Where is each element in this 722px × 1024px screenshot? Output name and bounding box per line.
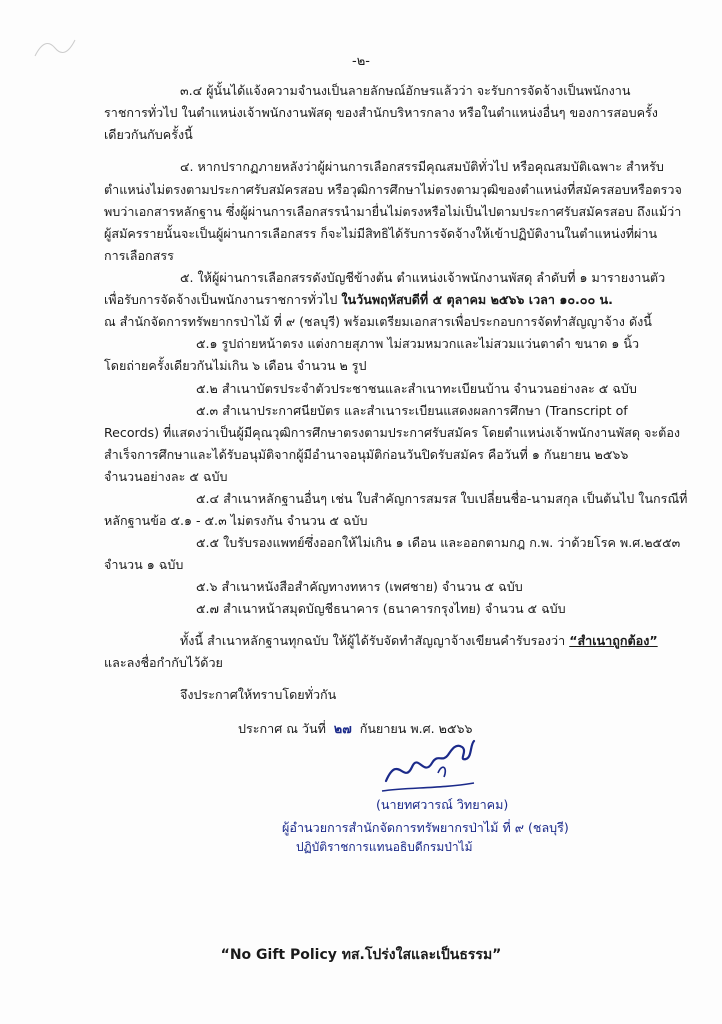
item-5-5-line-1: ๕.๕ ใบรับรองแพทย์ซึ่งออกให้ไม่เกิน ๑ เดือน และออกตามกฎ ก.พ. ว่าด้วยโรค พ.ศ.๒๕๕๓ [196, 535, 681, 550]
item-4-line-3: พบว่าเอกสารหลักฐาน ซึ่งผู้ผ่านการเลือกสรรนำมายื่นไม่ตรงหรือไม่เป็นไปตามประกาศรับสมัครสอบ ถึงแม้ว่า [104, 204, 682, 219]
certified-copy-phrase: “สำเนาถูกต้อง” [569, 633, 658, 648]
closing-statement: จึงประกาศให้ทราบโดยทั่วกัน [180, 687, 337, 702]
item-4-line-4: ผู้สมัครรายนั้นจะเป็นผู้ผ่านการเลือกสรร ก็จะไม่มีสิทธิได้รับการจัดจ้างให้เข้าปฏิบัติงานในตำแหน่งที่ผ่าน [104, 226, 658, 241]
page-number: -๒- [352, 54, 370, 69]
item-3-4-line-3: เดียวกันกับครั้งนี้ [104, 127, 193, 142]
item-5-3-line-1: ๕.๓ สำเนาประกาศนียบัตร และสำเนาระเบียนแสดงผลการศึกษา (Transcript of [196, 403, 628, 418]
report-date-time: ในวันพฤหัสบดีที่ ๕ ตุลาคม ๒๕๖๖ เวลา ๑๐.๐๐ น. [341, 292, 613, 307]
item-5-3-line-3: สำเร็จการศึกษาและได้รับอนุมัติจากผู้มีอำนาจอนุมัติก่อนวันปิดรับสมัคร คือวันที่ ๑ กันยายน ๒๕๖๖ [104, 447, 629, 462]
item-4-line-2: ตำแหน่งไม่ตรงตามประกาศรับสมัครสอบ หรือวุฒิการศึกษาไม่ตรงตามวุฒิของตำแหน่งที่สมัครสอบหรือตรวจ [104, 182, 682, 197]
item-5-line-3: ณ สำนักจัดการทรัพยากรป่าไม้ ที่ ๙ (ชลบุรี) พร้อมเตรียมเอกสารเพื่อประกอบการจัดทำสัญญาจ้าง ดังนี้ [104, 314, 652, 329]
item-5-1-line-1: ๕.๑ รูปถ่ายหน้าตรง แต่งกายสุภาพ ไม่สวมหมวกและไม่สวมแว่นตาดำ ขนาด ๑ นิ้ว [196, 336, 640, 351]
announcement-date: ประกาศ ณ วันที่ ๒๗ กันยายน พ.ศ. ๒๕๖๖ [238, 721, 473, 736]
item-5-line-2: เพื่อรับการจัดจ้างเป็นพนักงานราชการทั่วไป ในวันพฤหัสบดีที่ ๕ ตุลาคม ๒๕๖๖ เวลา ๑๐.๐๐ น. [104, 292, 613, 307]
item-5-line-1: ๕. ให้ผู้ผ่านการเลือกสรรดังบัญชีข้างต้น ตำแหน่งเจ้าพนักงานพัสดุ ลำดับที่ ๑ มารายงานตัว [180, 270, 666, 285]
item-5-3-line-2: Records) ที่แสดงว่าเป็นผู้มีคุณวุฒิการศึกษาตรงตามประกาศรับสมัคร โดยตำแหน่งเจ้าพนักงานพัสดุ จะต้อง [104, 425, 681, 440]
item-5-7: ๕.๗ สำเนาหน้าสมุดบัญชีธนาคาร (ธนาคารกรุงไทย) จำนวน ๕ ฉบับ [196, 601, 566, 616]
no-gift-policy-footer: “No Gift Policy ทส.โปร่งใสและเป็นธรรม” [220, 947, 502, 963]
item-3-4-line-2: ราชการทั่วไป ในตำแหน่งเจ้าพนักงานพัสดุ ของสำนักบริหารกลาง หรือในตำแหน่งอื่นๆ ของการสอบครั้ง [104, 105, 658, 120]
handwritten-signature [378, 733, 478, 795]
item-5-1-line-2: โดยถ่ายครั้งเดียวกันไม่เกิน ๖ เดือน จำนวน ๒ รูป [104, 358, 367, 373]
item-4-line-1: ๔. หากปรากฏภายหลังว่าผู้ผ่านการเลือกสรรมีคุณสมบัติทั่วไป หรือคุณสมบัติเฉพาะ สำหรับ [180, 159, 664, 174]
signatory-position: ผู้อำนวยการสำนักจัดการทรัพยากรป่าไม้ ที่ ๙ (ชลบุรี) [282, 820, 569, 835]
item-5-4-line-2: หลักฐานข้อ ๕.๑ - ๕.๓ ไม่ตรงกัน จำนวน ๕ ฉบับ [104, 513, 368, 528]
signatory-name: (นายทศวารณ์ วิทยาคม) [376, 797, 509, 812]
item-5-6: ๕.๖ สำเนาหนังสือสำคัญทางทหาร (เพศชาย) จำนวน ๕ ฉบับ [196, 579, 523, 594]
signatory-acting-for: ปฏิบัติราชการแทนอธิบดีกรมป่าไม้ [296, 840, 473, 854]
item-3-4-line-1: ๓.๔ ผู้นั้นได้แจ้งความจำนงเป็นลายลักษณ์อักษรแล้วว่า จะรับการจัดจ้างเป็นพนักงาน [180, 83, 631, 98]
item-5-4-line-1: ๕.๔ สำเนาหลักฐานอื่นๆ เช่น ใบสำคัญการสมรส ใบเปลี่ยนชื่อ-นามสกุล เป็นต้นไป ในกรณีที่ [196, 491, 688, 506]
announcement-day: ๒๗ [333, 721, 352, 736]
certify-note-line-2: และลงชื่อกำกับไว้ด้วย [104, 655, 223, 670]
item-5-5-line-2: จำนวน ๑ ฉบับ [104, 557, 184, 572]
item-5-2: ๕.๒ สำเนาบัตรประจำตัวประชาชนและสำเนาทะเบียนบ้าน จำนวนอย่างละ ๕ ฉบับ [196, 381, 637, 396]
item-4-line-5: การเลือกสรร [104, 248, 174, 263]
item-5-3-line-4: จำนวนอย่างละ ๕ ฉบับ [104, 469, 228, 484]
certify-note-line-1: ทั้งนี้ สำเนาหลักฐานทุกฉบับ ให้ผู้ได้รับจัดทำสัญญาจ้างเขียนคำรับรองว่า “สำเนาถูกต้อง” [180, 633, 658, 648]
